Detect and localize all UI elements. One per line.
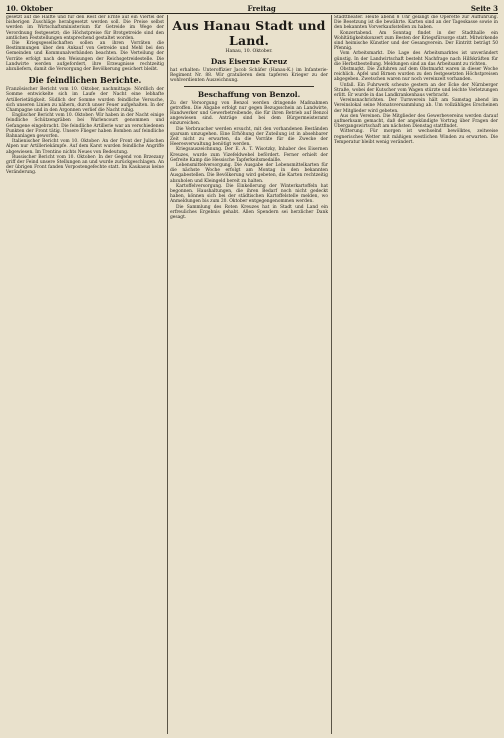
header-weekday: Freitag — [247, 3, 276, 13]
section-title-benzol: Beschaffung von Benzol. — [197, 89, 301, 99]
local-news-paragraph: Vereinsnachrichten. Der Turnverein hält am Samstag abend im Vereinslokal seine Monatsversammlung ab. Um vollzähliges Erscheinen der Mitglieder wird gebeten. — [334, 98, 498, 114]
column-2 — [170, 15, 328, 734]
benzol-paragraph: Die Verbraucher werden ersucht, mit den vorhandenen Beständen sparsam umzugehen. Eine Erhöhung der Zuteilung ist in absehbarer Zeit nicht zu erwarten, da die Vorräte für die Zwecke der Heeresverwaltung benötigt werden. — [170, 126, 328, 148]
header-page-number: Seite 3 — [470, 3, 498, 13]
local-news-paragraph: Vom Arbeitsmarkt. Die Lage des Arbeitsmarktes ist unverändert günstig. In der Landwirtschaft besteht Nachfrage nach Hilfskräften für die Herbstbestellung. Meldungen sind an das Arbeitsamt zu richten. — [334, 51, 498, 67]
local-news-paragraph: Kartoffelversorgung. Die Einkellerung der Winterkartoffeln hat begonnen. Haushaltungen, die ihren Bedarf noch nicht gedeckt haben, können sich bei der städtischen Kartoffelstelle melden, wo Anmeldungen bis zum 20. Oktober entgegengenommen werden. — [170, 183, 328, 205]
section-title-foreign-reports: Die feindlichen Berichte. — [28, 75, 142, 86]
section-title-iron-cross: Das Eiserne Kreuz — [210, 57, 288, 66]
intro-paragraph: gesetzt auf die Hälfte und für den Rest der Ernte auf ein Viertel der bisherigen Zuschläge herabgesetzt werden soll. Die Preise selbst werden im Wirtschaftsministerium für Getreide im Wege der Verordnung festgesetzt; die Höchstpreise für Brotgetreide sind den amtlichen Feststellungen entsprechend gestaltet worden. — [6, 15, 164, 41]
benzol-paragraph: Zu der Versorgung von Benzol werden dringende Maßnahmen getroffen. Die Abgabe erfolgt nur gegen Bezugsschein an Landwirte, Handwerker und Gewerbetreibende, die für ihren Betrieb auf Benzol angewiesen sind. Anträge sind bei dem Bürgermeisteramt einzureichen. — [170, 100, 328, 127]
divider — [184, 86, 314, 87]
local-news-paragraph: Konzertabend. Am Sonntag findet in der Stadthalle ein Wohltätigkeitskonzert zum Besten der Kriegsfürsorge statt. Mitwirkende sind heimische Künstler und der Gesangverein. Der Eintritt beträgt 50 Pfennig. — [334, 30, 498, 52]
intro-paragraph: Die Kriegsgesellschaften sollen an ihren Vorräten die Bestimmungen über den Ankauf von Getreide und Mehl bei den Gemeinden und Kommunalverbänden beachten. Die Verteilung der Vorräte erfolgt nach den Weisungen der Reichsgetreidestelle. Die Landwirte werden aufgefordert, ihre Erzeugnisse rechtzeitig abzuliefern, damit die Versorgung der Bevölkerung gesichert bleibt. — [6, 41, 164, 73]
report-paragraph: Englischer Bericht vom 10. Oktober: Wir haben in der Nacht einige feindliche Schützengräben bei Warlencourt genommen und Gefangene eingebracht. Die feindliche Artillerie war an verschiedenen Punkten der Front tätig. Unsere Flieger haben Bomben auf feindliche Bahnanlagen geworfen. — [6, 113, 164, 140]
local-news-paragraph: Witterung. Für morgen ist wechselnd bewölktes, zeitweise regnerisches Wetter mit mäßigen westlichen Winden zu erwarten. Die Temperatur bleibt wenig verändert. — [334, 129, 498, 145]
local-news-paragraph: Die Sammlung des Roten Kreuzes hat in Stadt und Land ein erfreuliches Ergebnis gehabt. Allen Spendern sei herzlicher Dank gesagt. — [170, 204, 328, 221]
iron-cross-paragraph: hat erhalten: Unteroffizier Jacob Schäfer (Hanau-K.) im Infanterie-Regiment Nr. 88. Wir gratulieren dem tapferen Krieger zu der wohlverdienten Auszeichnung. — [170, 68, 328, 84]
header-date: 10. Oktober — [6, 3, 53, 13]
local-news-paragraph: Aus den Vereinen. Die Mitglieder des Gewerbevereins werden darauf aufmerksam gemacht, daß der angekündigte Vortrag über Fragen der Übergangswirtschaft am nächsten Dienstag stattfindet. — [334, 113, 498, 130]
dateline: Hanau, 10. Oktober. — [225, 49, 273, 54]
column-rule — [331, 15, 332, 734]
local-news-paragraph: Lebensmittelversorgung. Die Ausgabe der Lebensmittelkarten für die nächste Woche erfolgt am Montag in den bekannten Ausgabestellen. Die Bevölkerung wird gebeten, die Karten rechtzeitig abzuholen und Kleingeld bereit zu halten. — [170, 163, 328, 184]
report-paragraph: Französischer Bericht vom 10. Oktober, nachmittags: Nördlich der Somme entwickelte sich im Laufe der Nacht eine lebhafte Artillerietätigkeit. Südlich der Somme wurden feindliche Versuche, sich unseren Linien zu nähern, durch unser Feuer aufgehalten. In der Champagne und in den Argonnen verlief die Nacht ruhig. — [6, 87, 164, 114]
local-news-paragraph: Stadttheater. Heute abend 8 Uhr gelangt die Operette zur Aufführung. Die Besetzung ist die bewährte. Karten sind an der Tageskasse sowie in den bekannten Vorverkaufsstellen zu haben. — [334, 15, 498, 31]
column-rule — [167, 15, 168, 734]
local-news-masthead: Aus Hanau Stadt und Land. — [172, 18, 326, 48]
column-3 — [334, 15, 498, 734]
column-1 — [6, 15, 164, 734]
local-news-paragraph: Kriegsauszeichnung. Der E. A. T. Wisotzky, Inhaber des Eisernen Kreuzes, wurde zum Vizefeldwebel befördert. Ferner erhielt der Gefreite Kamp die Hessische Tapferkeitsmedaille. — [170, 147, 328, 163]
local-news-paragraph: Obstmarkt. Die Zufuhren auf dem Obstmarkt waren in dieser Woche reichlich. Äpfel und Birnen wurden zu den festgesetzten Höchstpreisen abgegeben. Zwetschen waren nur noch vereinzelt vorhanden. — [334, 67, 498, 83]
local-news-paragraph: Unfall. Ein Fuhrwerk scheute gestern an der Ecke der Nürnberger Straße, wobei der Kutscher vom Wagen stürzte und leichte Verletzungen erlitt. Er wurde in das Landkrankenhaus verbracht. — [334, 82, 498, 99]
report-paragraph: Italienischer Bericht vom 10. Oktober: An der Front der Julischen Alpen nur Artilleriekämpfe. Auf dem Karst wurden feindliche Angriffe abgewiesen. Im Trentino nichts Neues von Bedeutung. — [6, 139, 164, 155]
page-header — [6, 3, 498, 14]
report-paragraph: Russischer Bericht vom 10. Oktober: In der Gegend von Brzezany griff der Feind unsere Stellungen an und wurde zurückgeschlagen. An der übrigen Front fanden Vorpostengefechte statt. Im Kaukasus keine Veränderung. — [6, 154, 164, 176]
